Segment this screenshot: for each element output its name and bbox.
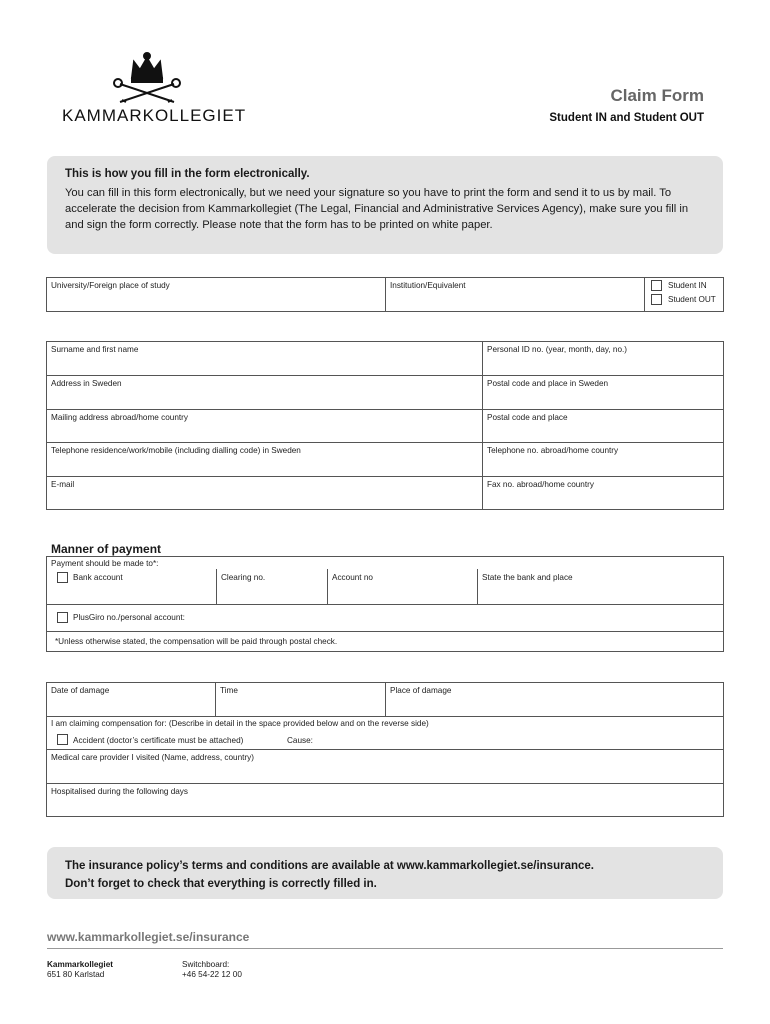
switchboard-label: Switchboard:: [182, 960, 230, 969]
telephone-abroad-field[interactable]: [483, 443, 723, 477]
footer-address: [47, 960, 113, 980]
footer-switchboard: [182, 960, 242, 980]
postal-abroad-label: Postal code and place: [487, 413, 568, 422]
footer-url[interactable]: www.kammarkollegiet.se/insurance: [47, 930, 250, 944]
telephone-field[interactable]: [47, 443, 483, 477]
crown-keys-icon: [110, 50, 184, 106]
time-field[interactable]: [216, 683, 386, 717]
terms-note-line2: Don’t forget to check that everything is correctly filled in.: [65, 878, 377, 890]
address-field[interactable]: [47, 376, 483, 410]
student-in-label: Student IN: [668, 281, 707, 290]
student-out-checkbox[interactable]: [651, 294, 662, 305]
postal-label: Postal code and place in Sweden: [487, 379, 609, 388]
payment-heading: Manner of payment: [51, 542, 162, 556]
postal-abroad-field[interactable]: [483, 410, 723, 443]
institution-field[interactable]: [386, 278, 645, 311]
accident-label: Accident (doctor’s certificate must be attached): [73, 736, 244, 745]
hospitalised-label: Hospitalised during the following days: [51, 787, 188, 796]
medical-provider-label: Medical care provider I visited (Name, address, country): [51, 753, 254, 762]
bank-place-field[interactable]: [478, 569, 723, 604]
postal-field[interactable]: [483, 376, 723, 410]
claiming-label: I am claiming compensation for: (Describe in detail in the space provided below and on the reverse side): [51, 719, 429, 728]
bank-account-checkbox[interactable]: [57, 572, 68, 583]
account-no-label: Account no: [332, 573, 373, 582]
address-label: Address in Sweden: [51, 379, 122, 388]
medical-provider-field[interactable]: [47, 749, 723, 783]
place-of-damage-field[interactable]: [386, 683, 723, 717]
mailing-address-field[interactable]: [47, 410, 483, 443]
intro-body: You can fill in this form electronically, but we need your signature so you have to print the form and send it to us by mail. To accelerate the decision from Kammarkollegiet (The Legal, Financial and Administrative Services Agency), make sure you fill in and sign the form correctly. Please note that the form has to be printed on white paper.: [65, 187, 689, 231]
payment-table: [46, 556, 724, 652]
plusgiro-checkbox[interactable]: [57, 612, 68, 623]
switchboard-number: +46 54-22 12 00: [182, 970, 242, 979]
payment-note: *Unless otherwise stated, the compensation will be paid through postal check.: [55, 637, 338, 646]
email-field[interactable]: [47, 477, 483, 509]
form-title: Claim Form: [610, 86, 704, 105]
payment-made-to-label: Payment should be made to*:: [51, 559, 159, 568]
clearing-label: Clearing no.: [221, 573, 266, 582]
plusgiro-label: PlusGiro no./personal account:: [73, 613, 185, 622]
org-address: 651 80 Karlstad: [47, 970, 105, 979]
intro-box: [47, 156, 723, 254]
mailing-address-label: Mailing address abroad/home country: [51, 413, 188, 422]
account-no-field[interactable]: [328, 569, 478, 604]
clearing-field[interactable]: [216, 569, 328, 604]
fax-label: Fax no. abroad/home country: [487, 480, 594, 489]
accident-checkbox[interactable]: [57, 734, 68, 745]
telephone-label: Telephone residence/work/mobile (including dialling code) in Sweden: [51, 446, 301, 455]
fax-field[interactable]: [483, 477, 723, 509]
logo-text: KAMMARKOLLEGIET: [62, 106, 247, 125]
personal-table: [46, 341, 724, 510]
damage-table: [46, 682, 724, 817]
terms-note-box: [47, 847, 723, 899]
intro-heading: This is how you fill in the form electronically.: [65, 168, 310, 180]
org-name: Kammarkollegiet: [47, 960, 113, 969]
time-label: Time: [220, 686, 238, 695]
form-subtitle: Student IN and Student OUT: [549, 112, 704, 124]
bank-account-label: Bank account: [73, 573, 123, 582]
divider: [47, 631, 723, 632]
terms-note-line1: The insurance policy’s terms and conditions are available at www.kammarkollegiet.se/insurance.: [65, 860, 594, 872]
student-out-label: Student OUT: [668, 295, 716, 304]
date-of-damage-label: Date of damage: [51, 686, 110, 695]
divider: [47, 604, 723, 605]
telephone-abroad-label: Telephone no. abroad/home country: [487, 446, 619, 455]
personal-id-field[interactable]: [483, 342, 723, 376]
surname-label: Surname and first name: [51, 345, 139, 354]
personal-id-label: Personal ID no. (year, month, day, no.): [487, 345, 628, 354]
bank-place-label: State the bank and place: [482, 573, 573, 582]
university-label: University/Foreign place of study: [51, 281, 170, 290]
place-of-damage-label: Place of damage: [390, 686, 452, 695]
date-of-damage-field[interactable]: [47, 683, 216, 717]
student-in-checkbox[interactable]: [651, 280, 662, 291]
footer-divider: [47, 948, 723, 949]
email-label: E-mail: [51, 480, 75, 489]
hospitalised-field[interactable]: [47, 783, 723, 816]
study-table: [46, 277, 724, 312]
university-field[interactable]: [47, 278, 386, 311]
surname-field[interactable]: [47, 342, 483, 376]
cause-label: Cause:: [287, 736, 313, 745]
institution-label: Institution/Equivalent: [390, 281, 466, 290]
